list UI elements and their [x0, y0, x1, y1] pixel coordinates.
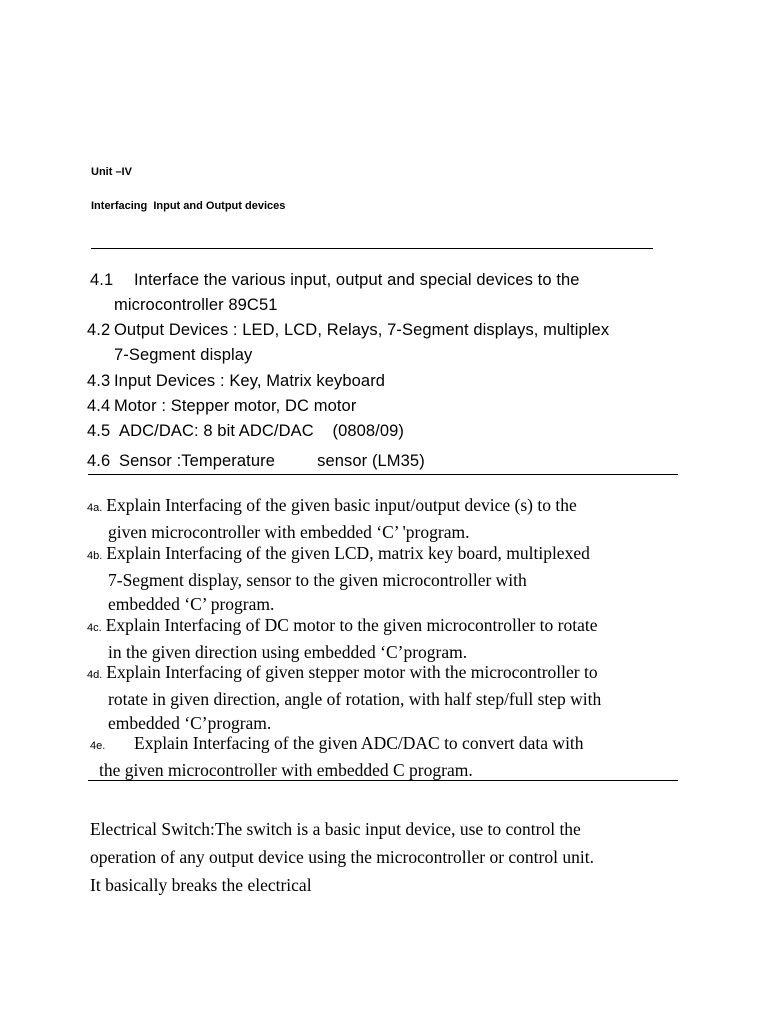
- outcome-text: Explain Interfacing of the given basic input/output device (s) to the: [106, 495, 577, 515]
- outcome-code: 4a.: [87, 502, 103, 514]
- topic-text: Output Devices : LED, LCD, Relays, 7-Segment displays, multiplex: [114, 321, 610, 339]
- outcome-text: Explain Interfacing of the given ADC/DAC to convert data with: [134, 733, 584, 753]
- outcome-text: in the given direction using embedded ‘C’program.: [108, 642, 468, 662]
- topic-text: Motor : Stepper motor, DC motor: [114, 397, 357, 415]
- paragraph-line: Electrical Switch:The switch is a basic input device, use to control the: [90, 819, 581, 839]
- outcome-code: 4c.: [87, 622, 102, 634]
- topic-number: 4.1: [90, 271, 114, 289]
- outcome-4e: [90, 731, 584, 782]
- section-divider: [88, 780, 678, 781]
- outcome-text: the given microcontroller with embedded C program.: [99, 760, 473, 780]
- outcome-code: 4d.: [87, 669, 103, 681]
- topic-number: 4.6: [87, 452, 111, 470]
- outcome-text: 7-Segment display, sensor to the given microcontroller with: [108, 570, 527, 590]
- outcome-text: Explain Interfacing of DC motor to the given microcontroller to rotate: [105, 615, 598, 635]
- topic-text: 7-Segment display: [114, 346, 253, 364]
- topic-text: Interface the various input, output and special devices to the: [134, 271, 580, 289]
- outcome-code: 4b.: [87, 550, 103, 562]
- topic-4-6: [87, 449, 425, 474]
- topic-4-1: [90, 268, 580, 318]
- topic-number: 4.2: [87, 321, 111, 339]
- outcome-code: 4e.: [90, 740, 106, 752]
- topic-number: 4.5: [87, 422, 111, 440]
- outcome-text: embedded ‘C’ program.: [108, 594, 275, 614]
- outcome-4d: [87, 660, 601, 735]
- outcome-text: Explain Interfacing of given stepper motor with the microcontroller to: [106, 662, 598, 682]
- topic-4-4: [87, 394, 356, 419]
- topic-4-2: [87, 318, 609, 368]
- topic-4-5: [87, 419, 404, 444]
- topic-text: Sensor :Temperature sensor (LM35): [119, 452, 425, 470]
- outcome-text: embedded ‘C’program.: [108, 713, 272, 733]
- topic-number: 4.3: [87, 372, 111, 390]
- outcome-text: rotate in given direction, angle of rotation, with half step/full step with: [108, 689, 602, 709]
- outcome-text: given microcontroller with embedded ‘C’ 'program.: [108, 522, 470, 542]
- topic-4-3: [87, 369, 385, 394]
- section-divider: [88, 474, 678, 475]
- topic-text: ADC/DAC: 8 bit ADC/DAC (0808/09): [119, 422, 405, 440]
- topic-text: Input Devices : Key, Matrix keyboard: [114, 372, 386, 390]
- title-underline: [91, 248, 653, 249]
- unit-label: Unit –IV: [91, 166, 132, 178]
- outcome-text: Explain Interfacing of the given LCD, matrix key board, multiplexed: [106, 543, 590, 563]
- paragraph-line: It basically breaks the electrical: [90, 875, 312, 895]
- outcome-4c: [87, 613, 597, 664]
- topic-text: microcontroller 89C51: [114, 296, 278, 314]
- outcome-4b: [87, 541, 590, 616]
- body-paragraph: [90, 815, 594, 899]
- unit-title: Interfacing Input and Output devices: [91, 200, 286, 212]
- outcome-4a: [87, 493, 577, 544]
- paragraph-line: operation of any output device using the microcontroller or control unit.: [90, 847, 594, 867]
- topic-number: 4.4: [87, 397, 111, 415]
